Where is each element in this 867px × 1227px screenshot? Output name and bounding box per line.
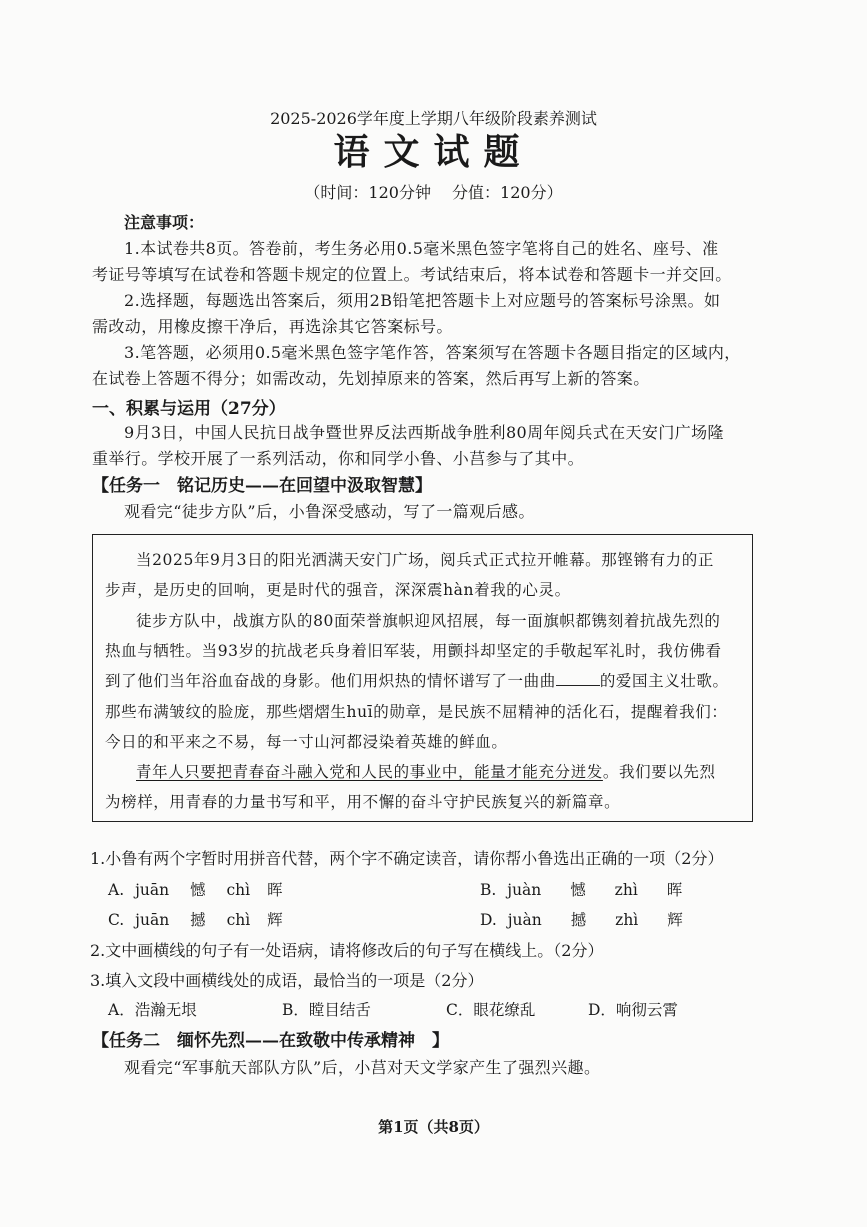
q3-option-c: C．眼花缭乱: [446, 1001, 536, 1019]
notice-heading: 注意事项：: [124, 213, 205, 232]
essay-line: 为榜样，用青春的力量书写和平，用不懈的奋斗守护民族复兴的新篇章。: [105, 793, 621, 811]
essay-line: [136, 760, 716, 782]
task-one-heading: 【任务一 铭记历史——在回望中汲取智慧】: [92, 476, 432, 496]
exam-subtitle: 2025-2026学年度上学期八年级阶段素养测试: [270, 109, 597, 128]
essay-text: 。我们要以先烈: [602, 763, 716, 781]
essay-line: [105, 669, 729, 691]
notice-line: 3.笔答题，必须用0.5毫米黑色签字笔作答，答案须写在答题卡各题目指定的区域内，: [124, 343, 741, 362]
q3-option-b: B．瞠目结舌: [282, 1001, 371, 1019]
underlined-sentence: 青年人只要把青春奋斗融入党和人民的事业中，能量才能充分迸发: [136, 763, 603, 781]
essay-line: 那些布满皱纹的脸庞，那些熠熠生huī的勋章，是民族不屈精神的活化石，提醒着我们：: [105, 703, 728, 721]
essay-line: 徒步方队中，战旗方队的80面荣誉旗帜迎风招展，每一面旗帜都镌刻着抗战先烈的: [136, 612, 721, 630]
notice-line: 需改动，用橡皮擦干净后，再选涂其它答案标号。: [92, 317, 453, 336]
essay-line: 步声，是历史的回响，更是时代的强音，深深震hàn着我的心灵。: [105, 581, 571, 599]
q3-option-d: D．响彻云霄: [588, 1001, 678, 1019]
essay-text: 到了他们当年浴血奋战的身影。他们用炽热的情怀谱写了一曲曲: [105, 672, 556, 690]
question-2: 2.文中画横线的句子有一处语病，请将修改后的句子写在横线上。（2分）: [90, 941, 604, 960]
notice-line: 在试卷上答题不得分；如需改动，先划掉原来的答案，然后再写上新的答案。: [92, 369, 650, 388]
exam-time-score: （时间：120分钟 分值：120分）: [304, 183, 563, 202]
q1-option-a: A. juān 憾 chì 晖: [108, 881, 283, 899]
essay-text: 的爱国主义壮歌。: [599, 672, 729, 690]
section-intro-line: 9月3日，中国人民抗日战争暨世界反法西斯战争胜利80周年阅兵式在天安门广场隆: [124, 423, 724, 442]
essay-line: 今日的和平来之不易，每一寸山河都浸染着英雄的鲜血。: [105, 733, 508, 751]
essay-line: 当2025年9月3日的阳光洒满天安门广场，阅兵式正式拉开帷幕。那铿锵有力的正: [136, 551, 714, 569]
notice-line: 1.本试卷共8页。答卷前，考生务必用0.5毫米黑色签字笔将自己的姓名、座号、准: [124, 239, 719, 258]
notice-line: 考证号等填写在试卷和答题卡规定的位置上。考试结束后，将本试卷和答题卡一并交回。: [92, 265, 732, 284]
section-intro-line: 重举行。学校开展了一系列活动，你和同学小鲁、小莒参与了其中。: [92, 449, 585, 468]
task-two-heading: 【任务二 缅怀先烈——在致敬中传承精神 】: [92, 1031, 449, 1051]
fill-in-blank: [556, 671, 600, 686]
task-two-intro: 观看完“军事航天部队方队”后，小莒对天文学家产生了强烈兴趣。: [124, 1058, 601, 1077]
q1-option-d: D. juàn 撼 zhì 辉: [480, 911, 683, 929]
question-1: 1.小鲁有两个字暂时用拼音代替，两个字不确定读音，请你帮小鲁选出正确的一项（2分）: [90, 849, 724, 868]
notice-line: 2.选择题，每题选出答案后，须用2B铅笔把答题卡上对应题号的答案标号涂黑。如: [124, 291, 721, 310]
section-heading: 一、积累与运用（27分）: [92, 399, 286, 419]
task-one-intro: 观看完“徒步方队”后，小鲁深受感动，写了一篇观后感。: [124, 502, 535, 521]
q3-option-a: A．浩瀚无垠: [108, 1001, 197, 1019]
q1-option-b: B. juàn 憾 zhì 晖: [480, 881, 683, 899]
question-3: 3.填入文段中画横线处的成语，最恰当的一项是（2分）: [90, 971, 484, 990]
page-number: 第1页（共8页）: [378, 1118, 489, 1136]
q1-option-c: C. juān 撼 chì 辉: [108, 911, 283, 929]
essay-line: 热血与牺牲。当93岁的抗战老兵身着旧军装，用颤抖却坚定的手敬起军礼时，我仿佛看: [105, 642, 722, 660]
exam-title: 语文试题: [333, 131, 534, 173]
